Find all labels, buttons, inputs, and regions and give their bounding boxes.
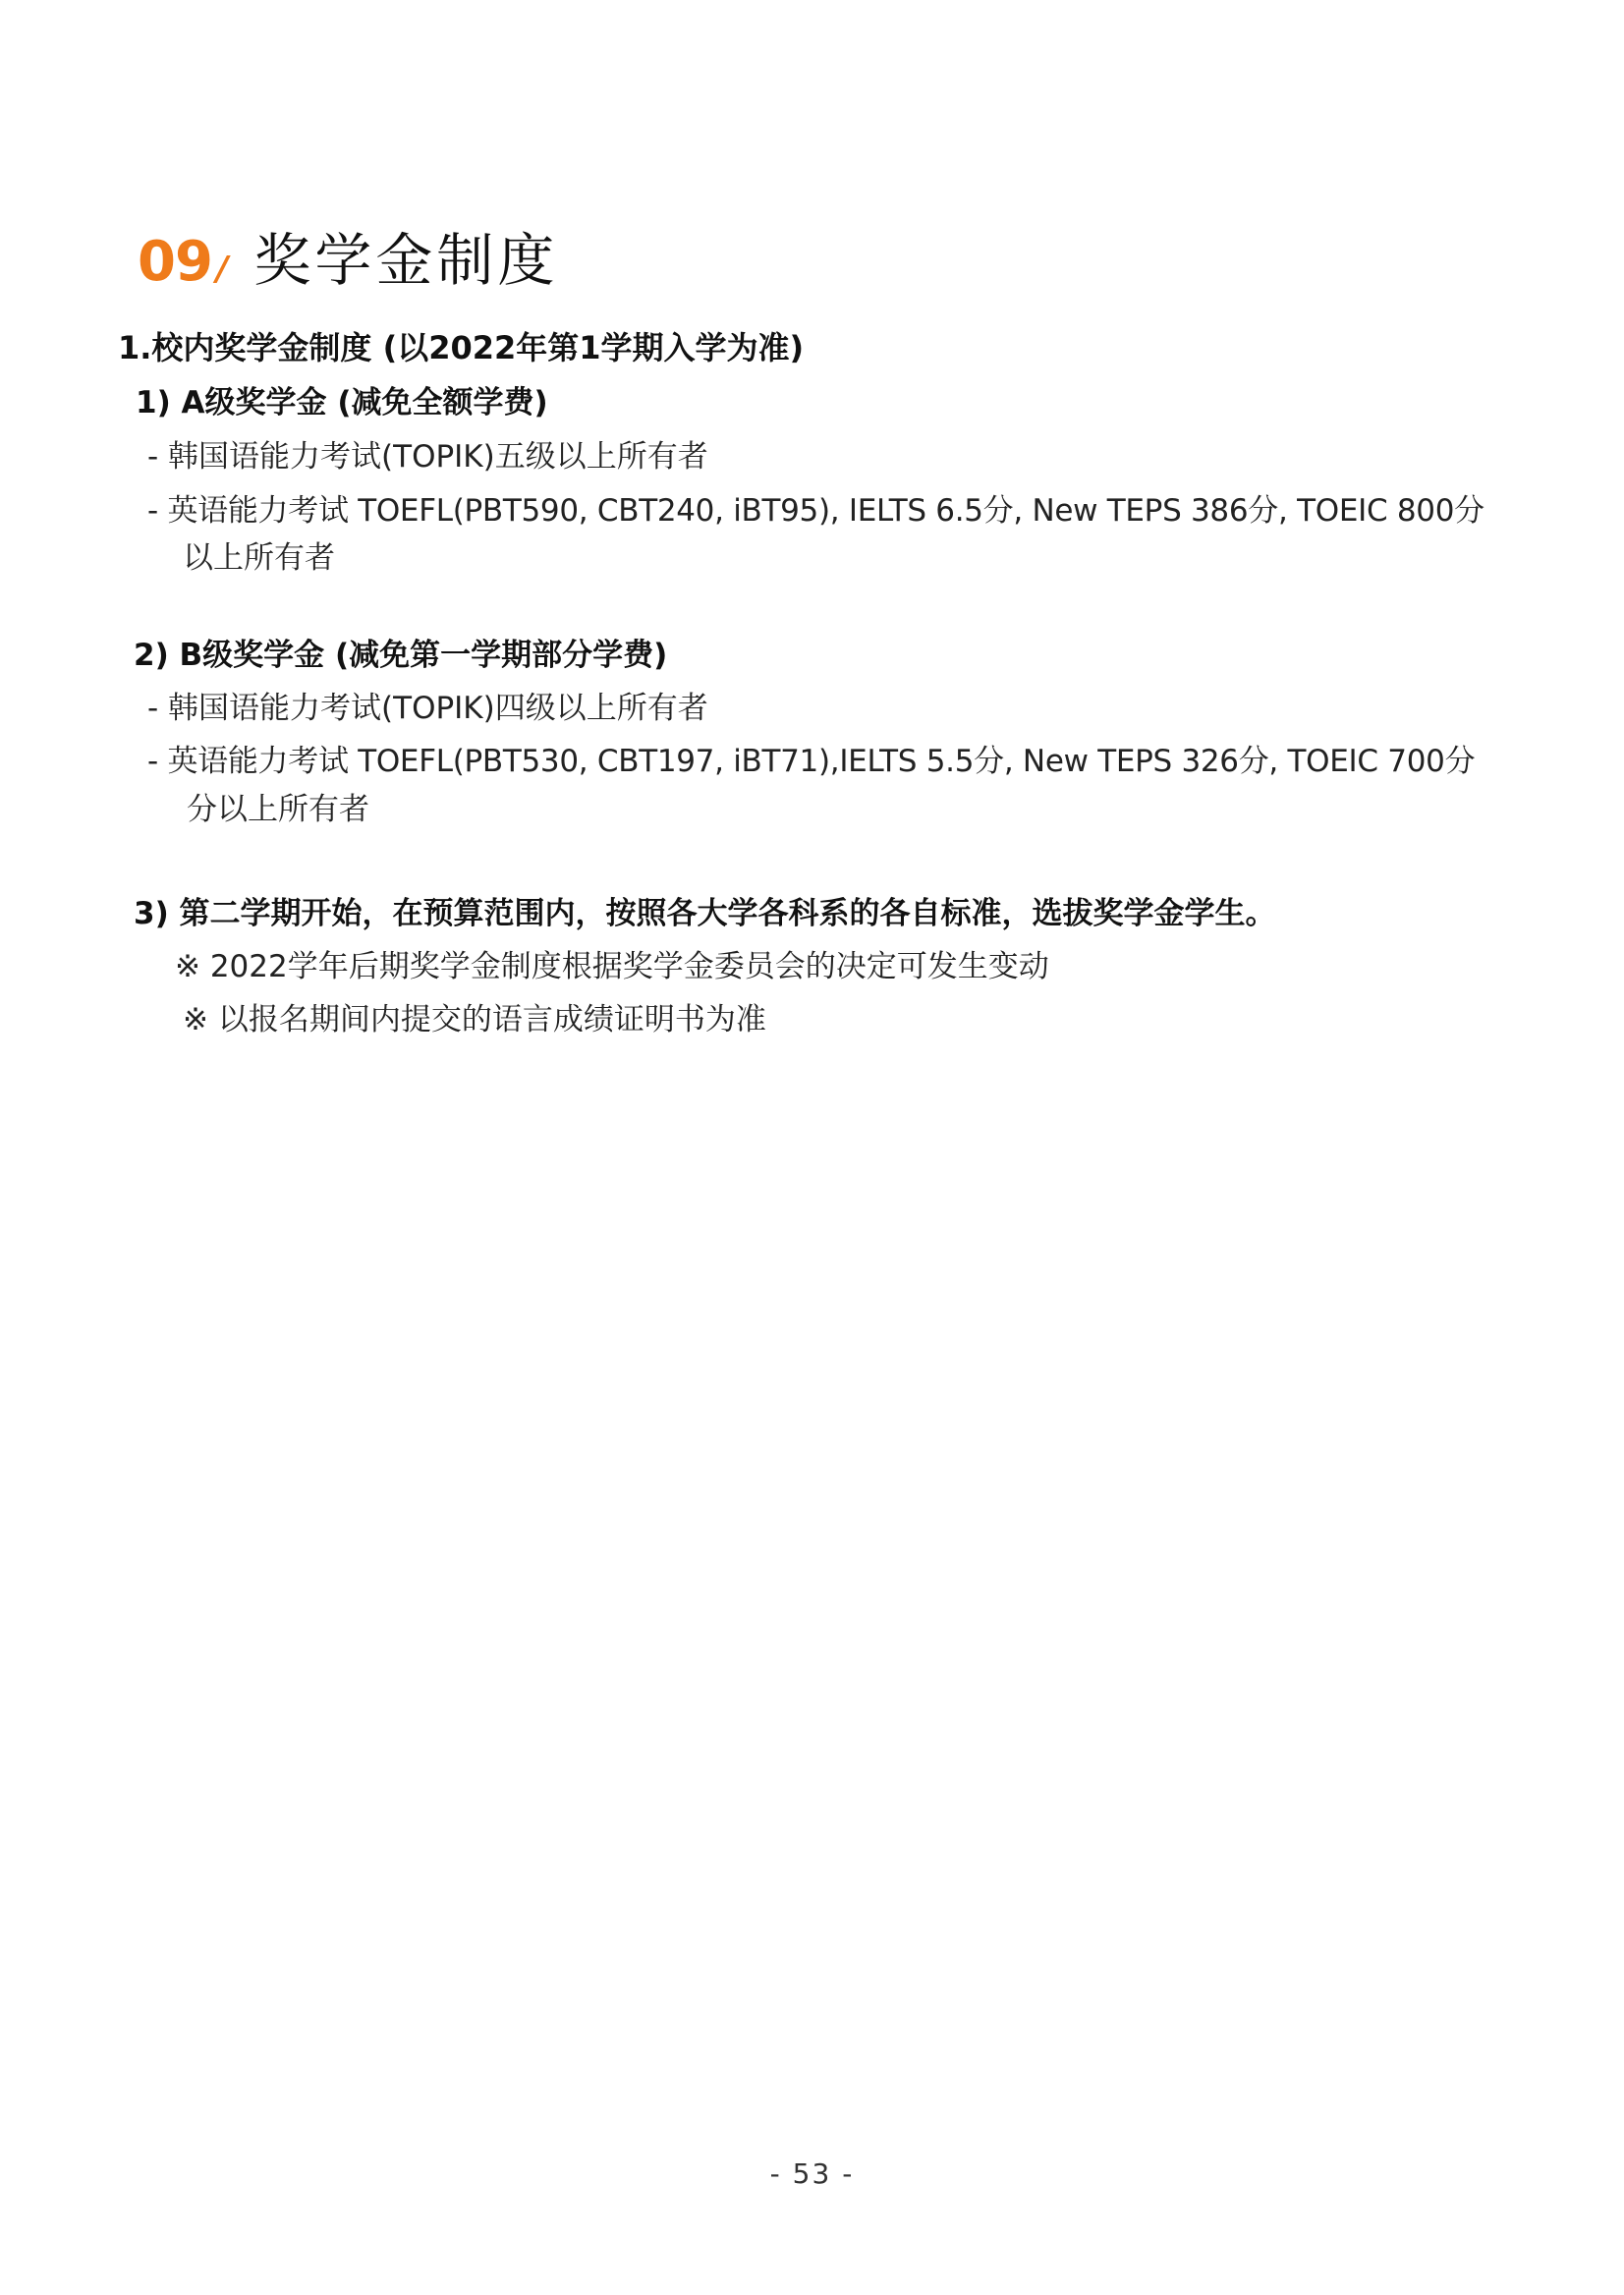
main-heading: 1.校内奖学金制度 (以2022年第1学期入学为准) <box>118 329 805 366</box>
item-c-heading: 3) 第二学期开始，在预算范围内，按照各大学各科系的各自标准，选拔奖学金学生。 <box>134 896 1276 931</box>
item-a-bullet-english-cont: 以上所有者 <box>183 540 335 576</box>
section-slash: / <box>215 250 229 289</box>
item-c-note-2: ※ 以报名期间内提交的语言成绩证明书为准 <box>183 1002 766 1037</box>
item-a-bullet-topik: - 韩国语能力考试(TOPIK)五级以上所有者 <box>147 439 708 475</box>
item-b-heading: 2) B级奖学金 (减免第一学期部分学费) <box>134 638 668 673</box>
item-b-bullet-english-cont: 分以上所有者 <box>187 792 369 827</box>
section-number: 09 <box>138 230 212 294</box>
item-a-bullet-english: - 英语能力考试 TOEFL(PBT590, CBT240, iBT95), IELTS 6.5分, New TEPS 386分, TOEIC 800分 <box>147 493 1484 529</box>
item-a-heading: 1) A级奖学金 (减免全额学费) <box>136 385 548 420</box>
page-number: - 53 - <box>769 2157 855 2190</box>
item-b-bullet-topik: - 韩国语能力考试(TOPIK)四级以上所有者 <box>147 691 708 726</box>
item-c-note-1: ※ 2022学年后期奖学金制度根据奖学金委员会的决定可发生变动 <box>175 949 1049 984</box>
section-heading: 奖学金制度 <box>253 227 559 294</box>
section-title <box>138 214 558 297</box>
item-b-bullet-english: - 英语能力考试 TOEFL(PBT530, CBT197, iBT71),IELTS 5.5分, New TEPS 326分, TOEIC 700分 <box>147 744 1476 779</box>
